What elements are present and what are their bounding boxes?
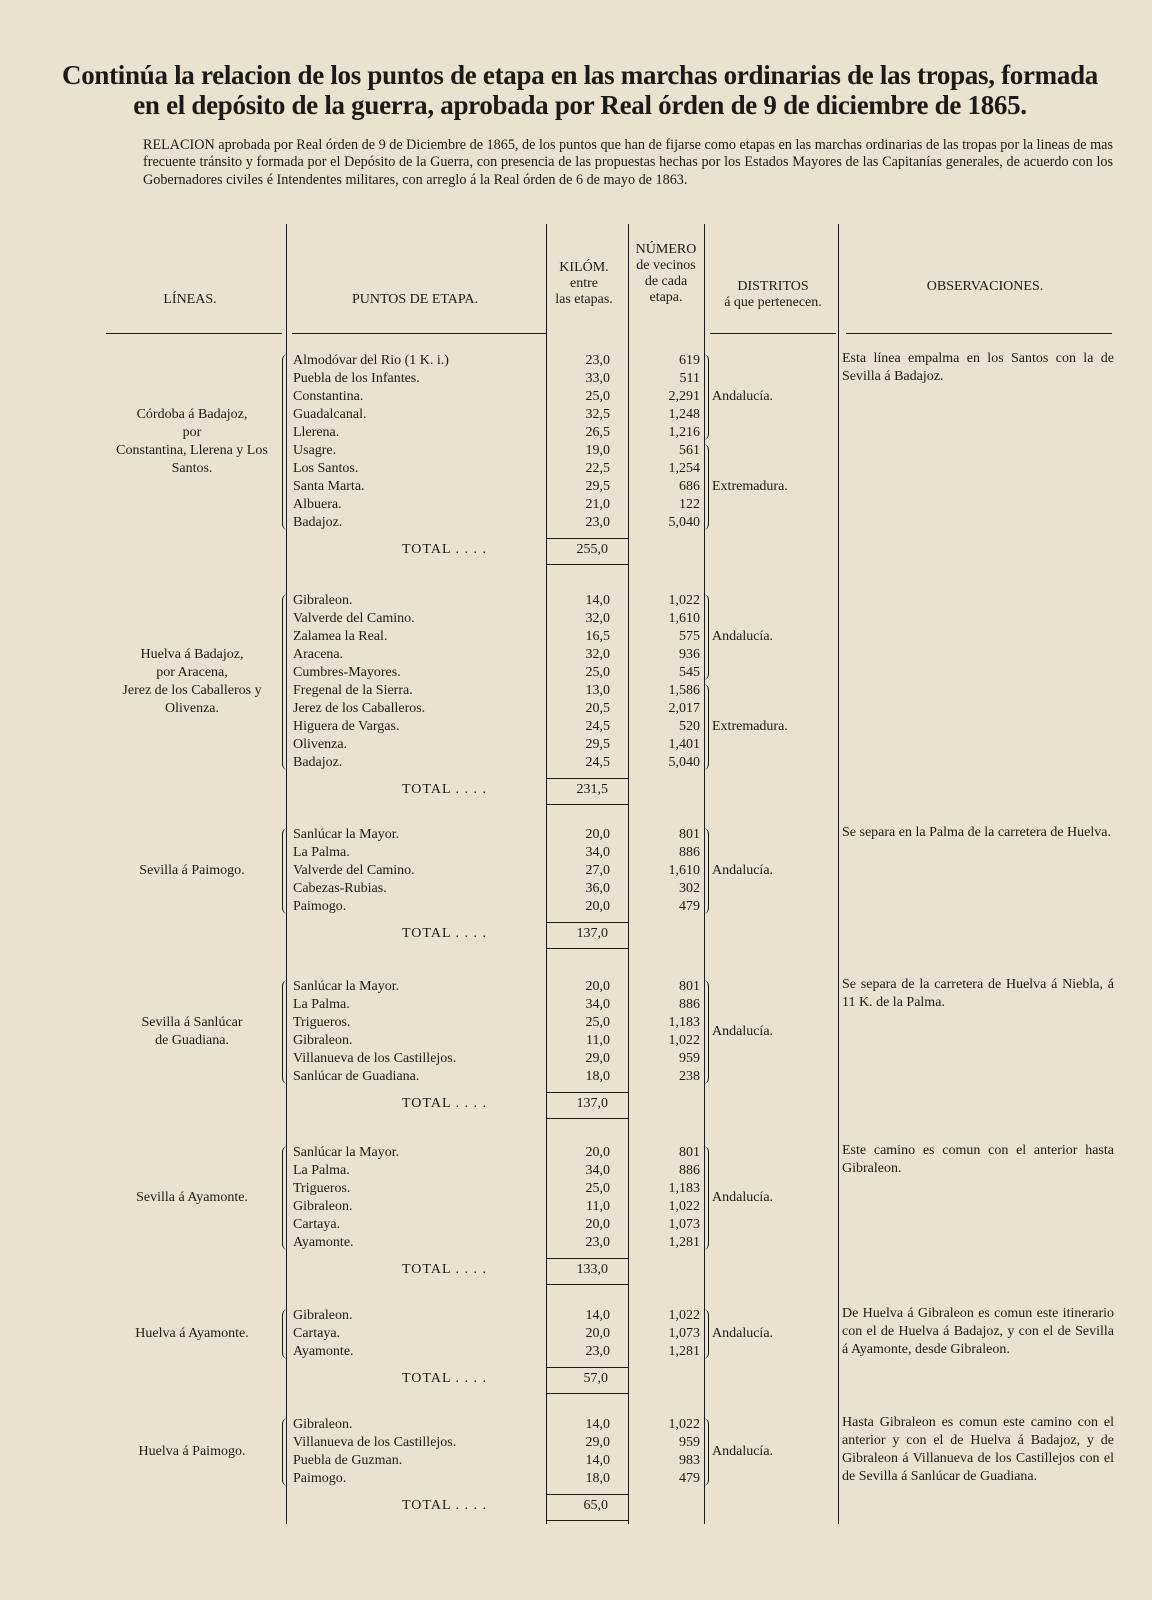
district-label: Extremadura. <box>712 719 788 734</box>
header-underline-dist <box>710 333 836 334</box>
header-distritos <box>708 279 838 311</box>
total-rule <box>546 1367 628 1368</box>
stage-point: Valverde del Camino. <box>293 611 415 626</box>
header-distritos-1: DISTRITOS <box>737 279 809 294</box>
line-name-part: Constantina, Llerena y Los <box>116 443 268 458</box>
right-brace <box>702 594 709 680</box>
stage-km: 19,0 <box>585 443 610 458</box>
right-brace <box>702 1309 709 1359</box>
line-name-part: por <box>182 425 202 440</box>
header-lineas: LÍNEAS. <box>163 292 217 307</box>
stage-point: Gibraleon. <box>293 593 353 608</box>
stage-vecinos: 122 <box>679 497 700 512</box>
stage-km: 34,0 <box>585 1163 610 1178</box>
total-label: TOTAL . . . . <box>402 1262 487 1277</box>
stage-vecinos: 1,586 <box>668 683 700 698</box>
stage-point: Gibraleon. <box>293 1033 353 1048</box>
stage-point: Constantina. <box>293 389 364 404</box>
header-numero <box>628 242 704 306</box>
stage-vecinos: 1,183 <box>668 1181 700 1196</box>
observation-note: Este camino es comun con el anterior hasta Gibraleon. <box>842 1143 1114 1176</box>
header-underline-mid <box>292 333 546 334</box>
stage-point: Villanueva de los Castillejos. <box>293 1051 457 1066</box>
line-name <box>92 1189 292 1207</box>
stage-point: Sanlúcar la Mayor. <box>293 1145 400 1160</box>
stage-vecinos: 1,073 <box>668 1326 700 1341</box>
stage-point: Ayamonte. <box>293 1235 354 1250</box>
line-name <box>92 1014 292 1050</box>
line-name <box>92 1325 292 1343</box>
header-underline-left <box>106 333 282 334</box>
table-row <box>0 478 1152 496</box>
stage-point: Olivenza. <box>293 737 348 752</box>
table-row <box>0 718 1152 736</box>
right-brace <box>702 828 709 914</box>
table-row <box>0 496 1152 514</box>
stage-km: 34,0 <box>585 845 610 860</box>
stage-km: 20,0 <box>585 899 610 914</box>
table-row <box>0 898 1152 916</box>
stage-vecinos: 1,073 <box>668 1217 700 1232</box>
district-label: Andalucía. <box>712 389 774 404</box>
stage-point: Puebla de Guzman. <box>293 1453 403 1468</box>
stage-point: La Palma. <box>293 845 350 860</box>
total-value: 137,0 <box>576 1096 608 1111</box>
stage-point: Puebla de los Infantes. <box>293 371 420 386</box>
line-name <box>92 406 292 478</box>
stage-km: 36,0 <box>585 881 610 896</box>
stage-km: 14,0 <box>585 1453 610 1468</box>
total-label: TOTAL . . . . <box>402 1096 487 1111</box>
total-value: 57,0 <box>583 1371 608 1386</box>
stage-point: Gibraleon. <box>293 1308 353 1323</box>
right-brace <box>702 1146 709 1250</box>
stage-point: Fregenal de la Sierra. <box>293 683 413 698</box>
stage-vecinos: 936 <box>679 647 700 662</box>
total-value: 137,0 <box>576 926 608 941</box>
stage-point: Cartaya. <box>293 1217 341 1232</box>
stage-vecinos: 1,022 <box>668 593 700 608</box>
line-name-part: Sevilla á Paimogo. <box>139 863 245 878</box>
right-brace <box>702 1418 709 1486</box>
total-value: 65,0 <box>583 1498 608 1513</box>
stage-km: 18,0 <box>585 1471 610 1486</box>
table-row <box>0 844 1152 862</box>
stage-vecinos: 1,022 <box>668 1417 700 1432</box>
stage-vecinos: 1,281 <box>668 1235 700 1250</box>
stage-km: 21,0 <box>585 497 610 512</box>
stage-point: Usagre. <box>293 443 337 458</box>
total-rule-bottom <box>546 1520 628 1521</box>
line-name-part: Córdoba á Badajoz, <box>136 407 248 422</box>
header-kilom <box>546 260 622 308</box>
line-name <box>92 862 292 880</box>
stage-point: Gibraleon. <box>293 1199 353 1214</box>
table-row <box>0 880 1152 898</box>
stage-km: 24,5 <box>585 755 610 770</box>
stage-vecinos: 520 <box>679 719 700 734</box>
stage-km: 11,0 <box>586 1199 610 1214</box>
stage-km: 20,5 <box>585 701 610 716</box>
observation-note: Hasta Gibraleon es comun este camino con el anterior y con el de Huelva á Badajoz, y de Gibraleon á Villanueva de los Castillejos con el de Sevilla á Sanlúcar de Guadiana. <box>842 1415 1114 1484</box>
stage-vecinos: 959 <box>679 1051 700 1066</box>
stage-point: Higuera de Vargas. <box>293 719 400 734</box>
stage-point: Cartaya. <box>293 1326 341 1341</box>
stage-point: Albuera. <box>293 497 342 512</box>
header-observaciones: OBSERVACIONES. <box>926 279 1044 294</box>
stage-point: Trigueros. <box>293 1015 351 1030</box>
observation-note: Se separa de la carretera de Huelva á Niebla, á 11 K. de la Palma. <box>842 977 1114 1010</box>
total-rule-bottom <box>546 1118 628 1119</box>
district-label: Andalucía. <box>712 1190 774 1205</box>
stage-vecinos: 479 <box>679 899 700 914</box>
stage-vecinos: 238 <box>679 1069 700 1084</box>
line-name-part: Sevilla á Sanlúcar <box>141 1015 243 1030</box>
header-numero-4: etapa. <box>649 290 683 305</box>
stage-point: Trigueros. <box>293 1181 351 1196</box>
total-label: TOTAL . . . . <box>402 1498 487 1513</box>
stage-point: Cumbres-Mayores. <box>293 665 401 680</box>
stage-km: 23,0 <box>585 353 610 368</box>
stage-km: 13,0 <box>585 683 610 698</box>
total-label: TOTAL . . . . <box>402 542 487 557</box>
stage-vecinos: 5,040 <box>668 515 700 530</box>
header-kilom-1: KILÓM. <box>559 260 609 275</box>
table-row <box>0 592 1152 610</box>
line-name-part: Huelva á Paimogo. <box>138 1444 246 1459</box>
district-label: Andalucía. <box>712 629 774 644</box>
line-name <box>92 1443 292 1461</box>
stage-km: 20,0 <box>585 1145 610 1160</box>
stage-vecinos: 1,183 <box>668 1015 700 1030</box>
stage-vecinos: 1,022 <box>668 1199 700 1214</box>
observation-note: Se separa en la Palma de la carretera de Huelva. <box>842 825 1111 840</box>
stage-point: Villanueva de los Castillejos. <box>293 1435 457 1450</box>
stage-point: Valverde del Camino. <box>293 863 415 878</box>
stage-vecinos: 686 <box>679 479 700 494</box>
total-label: TOTAL . . . . <box>402 1371 487 1386</box>
district-label: Andalucía. <box>712 1326 774 1341</box>
stage-km: 29,5 <box>585 737 610 752</box>
header-numero-2: de vecinos <box>636 258 696 273</box>
right-brace <box>702 444 709 530</box>
stage-point: Cabezas-Rubias. <box>293 881 387 896</box>
total-rule <box>546 1258 628 1259</box>
line-name-part: Sevilla á Ayamonte. <box>136 1190 248 1205</box>
stage-km: 33,0 <box>585 371 610 386</box>
stage-km: 23,0 <box>585 1344 610 1359</box>
stage-km: 29,5 <box>585 479 610 494</box>
table-row <box>0 514 1152 532</box>
stage-point: Sanlúcar la Mayor. <box>293 979 400 994</box>
stage-km: 34,0 <box>585 997 610 1012</box>
stage-vecinos: 1,610 <box>668 863 700 878</box>
stage-vecinos: 1,254 <box>668 461 700 476</box>
stage-vecinos: 561 <box>679 443 700 458</box>
total-value: 255,0 <box>576 542 608 557</box>
header-numero-1: NÚMERO <box>635 242 697 257</box>
stage-vecinos: 801 <box>679 979 700 994</box>
stage-vecinos: 5,040 <box>668 755 700 770</box>
stage-vecinos: 1,610 <box>668 611 700 626</box>
table-row <box>0 610 1152 628</box>
total-rule <box>546 1092 628 1093</box>
stage-km: 14,0 <box>585 1417 610 1432</box>
right-brace <box>702 980 709 1084</box>
header-underline-obs <box>846 333 1112 334</box>
stage-vecinos: 1,022 <box>668 1308 700 1323</box>
table-row <box>0 1050 1152 1068</box>
total-rule <box>546 538 628 539</box>
stage-vecinos: 511 <box>679 371 700 386</box>
stage-vecinos: 2,291 <box>668 389 700 404</box>
stage-point: La Palma. <box>293 1163 350 1178</box>
table-row <box>0 754 1152 772</box>
right-brace <box>702 354 709 440</box>
stage-km: 14,0 <box>585 593 610 608</box>
header-numero-3: de cada <box>644 274 688 289</box>
header-distritos-2: á que pertenecen. <box>724 295 822 310</box>
total-label: TOTAL . . . . <box>402 926 487 941</box>
stage-vecinos: 302 <box>679 881 700 896</box>
table-row <box>0 628 1152 646</box>
stage-vecinos: 1,216 <box>668 425 700 440</box>
stage-km: 25,0 <box>585 665 610 680</box>
stage-km: 29,0 <box>585 1435 610 1450</box>
stage-km: 23,0 <box>585 515 610 530</box>
stage-km: 20,0 <box>585 827 610 842</box>
stage-km: 32,5 <box>585 407 610 422</box>
total-rule <box>546 1494 628 1495</box>
total-rule <box>546 778 628 779</box>
stage-point: Santa Marta. <box>293 479 365 494</box>
total-rule-bottom <box>546 1393 628 1394</box>
stage-km: 16,5 <box>585 629 610 644</box>
total-value: 133,0 <box>576 1262 608 1277</box>
stage-vecinos: 1,401 <box>668 737 700 752</box>
stage-km: 14,0 <box>585 1308 610 1323</box>
stage-km: 25,0 <box>585 1181 610 1196</box>
stage-vecinos: 983 <box>679 1453 700 1468</box>
total-rule-bottom <box>546 564 628 565</box>
stage-point: Almodóvar del Rio (1 K. i.) <box>293 353 449 368</box>
stage-vecinos: 2,017 <box>668 701 700 716</box>
stage-point: La Palma. <box>293 997 350 1012</box>
stage-point: Badajoz. <box>293 755 343 770</box>
district-label: Andalucía. <box>712 1444 774 1459</box>
stage-vecinos: 801 <box>679 1145 700 1160</box>
stage-km: 20,0 <box>585 1217 610 1232</box>
line-name-part: Jerez de los Caballeros y <box>122 683 262 698</box>
stage-km: 27,0 <box>585 863 610 878</box>
stage-km: 20,0 <box>585 979 610 994</box>
line-name-part: Santos. <box>171 461 213 476</box>
stage-point: Ayamonte. <box>293 1344 354 1359</box>
stage-point: Paimogo. <box>293 1471 347 1486</box>
stage-km: 18,0 <box>585 1069 610 1084</box>
line-name-part: por Aracena, <box>156 665 228 680</box>
stage-point: Guadalcanal. <box>293 407 367 422</box>
right-brace <box>702 684 709 770</box>
total-value: 231,5 <box>576 782 608 797</box>
stage-vecinos: 886 <box>679 997 700 1012</box>
total-rule <box>546 922 628 923</box>
stage-point: Jerez de los Caballeros. <box>293 701 426 716</box>
district-label: Extremadura. <box>712 479 788 494</box>
stage-vecinos: 479 <box>679 1471 700 1486</box>
table-row <box>0 736 1152 754</box>
stage-km: 25,0 <box>585 1015 610 1030</box>
stage-km: 23,0 <box>585 1235 610 1250</box>
table-row <box>0 1216 1152 1234</box>
stage-vecinos: 575 <box>679 629 700 644</box>
stage-vecinos: 619 <box>679 353 700 368</box>
stage-vecinos: 1,022 <box>668 1033 700 1048</box>
stage-vecinos: 1,281 <box>668 1344 700 1359</box>
stage-point: Gibraleon. <box>293 1417 353 1432</box>
line-name-part: Huelva á Ayamonte. <box>135 1326 249 1341</box>
stage-km: 29,0 <box>585 1051 610 1066</box>
observation-note: Esta línea empalma en los Santos con la de Sevilla á Badajoz. <box>842 351 1114 384</box>
stage-km: 20,0 <box>585 1326 610 1341</box>
observation-note: De Huelva á Gibraleon es comun este itinerario con el de Huelva á Badajoz, y con el de Sevilla á Ayamonte, desde Gibraleon. <box>842 1306 1114 1357</box>
header-kilom-2: entre <box>570 276 598 291</box>
stage-point: Aracena. <box>293 647 344 662</box>
header-puntos: PUNTOS DE ETAPA. <box>351 292 479 307</box>
stage-point: Sanlúcar de Guadiana. <box>293 1069 420 1084</box>
stage-km: 11,0 <box>586 1033 610 1048</box>
stage-point: Sanlúcar la Mayor. <box>293 827 400 842</box>
header-kilom-3: las etapas. <box>555 292 613 307</box>
stage-vecinos: 886 <box>679 1163 700 1178</box>
total-label: TOTAL . . . . <box>402 782 487 797</box>
line-name-part: Olivenza. <box>164 701 220 716</box>
stage-vecinos: 959 <box>679 1435 700 1450</box>
table-row <box>0 388 1152 406</box>
line-name-part: de Guadiana. <box>155 1033 229 1048</box>
stage-km: 32,0 <box>585 647 610 662</box>
table-row <box>0 1234 1152 1252</box>
stage-km: 24,5 <box>585 719 610 734</box>
stage-km: 22,5 <box>585 461 610 476</box>
stage-point: Badajoz. <box>293 515 343 530</box>
stage-point: Paimogo. <box>293 899 347 914</box>
total-rule-bottom <box>546 1284 628 1285</box>
total-rule-bottom <box>546 948 628 949</box>
total-rule-bottom <box>546 804 628 805</box>
stage-vecinos: 1,248 <box>668 407 700 422</box>
stage-vecinos: 801 <box>679 827 700 842</box>
stage-point: Llerena. <box>293 425 340 440</box>
line-name <box>92 646 292 718</box>
table-row <box>0 1068 1152 1086</box>
stage-vecinos: 545 <box>679 665 700 680</box>
intro-paragraph: RELACION aprobada por Real órden de 9 de Diciembre de 1865, de los puntos que han de fijarse como etapas en las marchas ordinarias de las tropas por la lineas de mas frecuente tránsito y formada por el Depósito de la Guerra, con presencia de las propuestas hechas por los Estados Mayores de las Capitanías generales, de acuerdo con los Gobernadores civiles é Intendentes militares, con arreglo á la Real órden de 6 de mayo de 1863. <box>143 137 1113 188</box>
line-name-part: Huelva á Badajoz, <box>140 647 244 662</box>
stage-km: 25,0 <box>585 389 610 404</box>
stage-km: 32,0 <box>585 611 610 626</box>
stage-km: 26,5 <box>585 425 610 440</box>
page-title: Continúa la relacion de los puntos de etapa en las marchas ordinarias de las tropas, formada en el depósito de la guerra, aprobada por Real órden de 9 de diciembre de 1865. <box>62 60 1098 120</box>
district-label: Andalucía. <box>712 863 774 878</box>
stage-point: Los Santos. <box>293 461 359 476</box>
stage-vecinos: 886 <box>679 845 700 860</box>
district-label: Andalucía. <box>712 1024 774 1039</box>
stage-point: Zalamea la Real. <box>293 629 388 644</box>
